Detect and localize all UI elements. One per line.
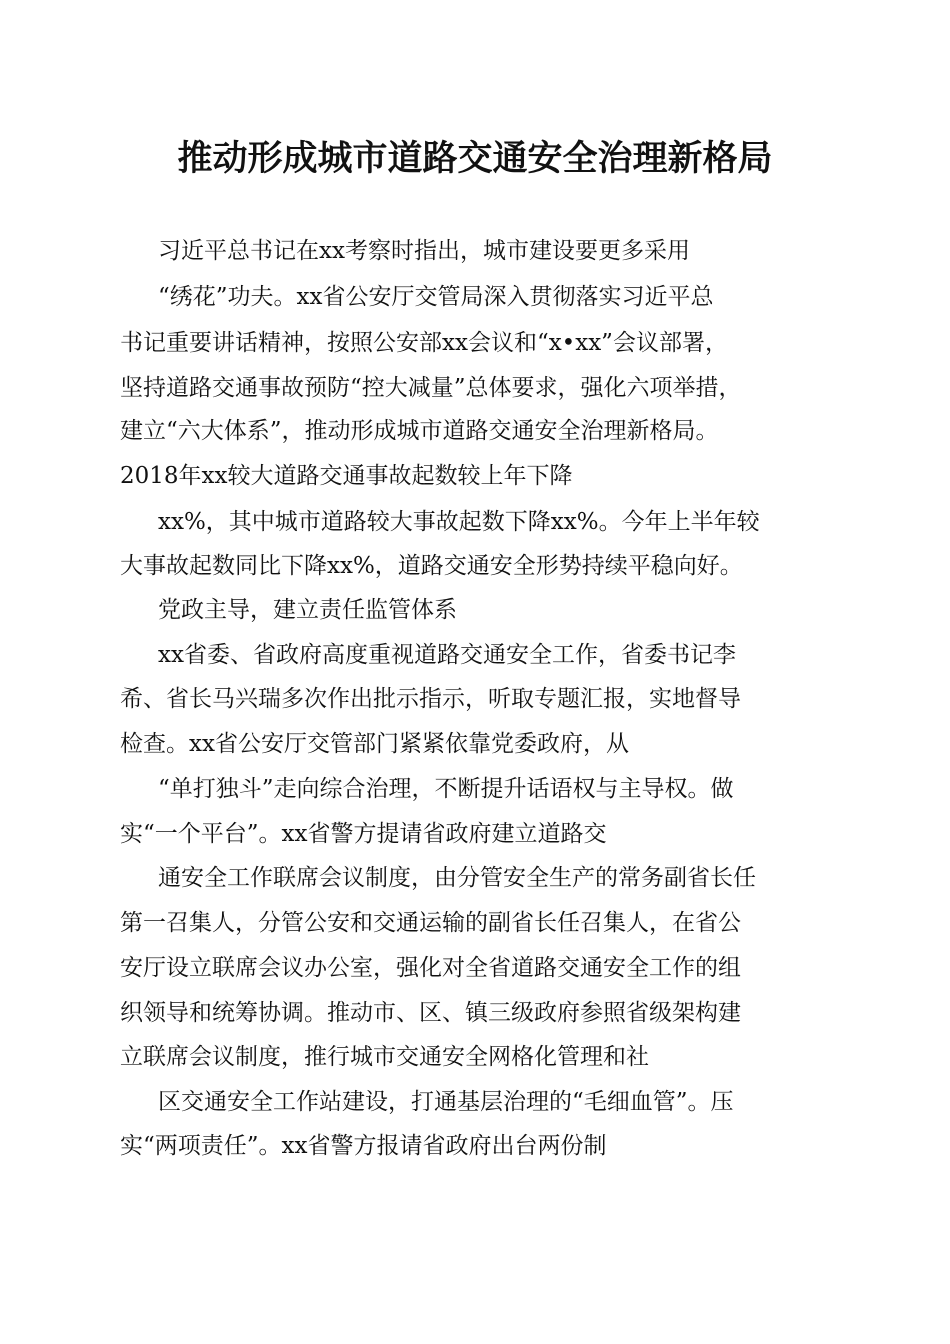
text-line: 建立“六大体系”，推动形成城市道路交通安全治理新格局。 xyxy=(120,418,719,444)
text-line: 检查。xx省公安厅交管部门紧紧依靠党委政府，从 xyxy=(120,731,629,757)
section-heading: 党政主导，建立责任监管体系 xyxy=(158,597,457,623)
text-line: 习近平总书记在xx考察时指出，城市建设要更多采用 xyxy=(158,238,690,264)
text-line: 织领导和统筹协调。推动市、区、镇三级政府参照省级架构建 xyxy=(120,1000,741,1026)
text-line: 区交通安全工作站建设，打通基层治理的“毛细血管”。压 xyxy=(158,1089,734,1115)
text-line: 大事故起数同比下降xx%，道路交通安全形势持续平稳向好。 xyxy=(120,553,743,579)
text-line: “绣花”功夫。xx省公安厅交管局深入贯彻落实习近平总 xyxy=(158,284,714,310)
text-line: xx省委、省政府高度重视道路交通安全工作，省委书记李 xyxy=(158,642,736,668)
text-line: xx%，其中城市道路较大事故起数下降xx%。今年上半年较 xyxy=(158,509,760,535)
document-title: 推动形成城市道路交通安全治理新格局 xyxy=(177,138,773,179)
text-line: 坚持道路交通事故预防“控大减量”总体要求，强化六项举措， xyxy=(120,375,742,401)
text-line: 安厅设立联席会议办公室，强化对全省道路交通安全工作的组 xyxy=(120,955,741,981)
text-line: 第一召集人，分管公安和交通运输的副省长任召集人，在省公 xyxy=(120,910,741,936)
text-line: 希、省长马兴瑞多次作出批示指示，听取专题汇报，实地督导 xyxy=(120,686,741,712)
text-line: 实“一个平台”。xx省警方提请省政府建立道路交 xyxy=(120,821,607,847)
text-line: 实“两项责任”。xx省警方报请省政府出台两份制 xyxy=(120,1133,607,1159)
text-line: 2018年xx较大道路交通事故起数较上年下降 xyxy=(120,463,573,489)
text-line: 书记重要讲话精神，按照公安部xx会议和“x•xx”会议部署， xyxy=(120,330,728,356)
text-line: “单打独斗”走向综合治理，不断提升话语权与主导权。做 xyxy=(158,776,734,802)
text-line: 通安全工作联席会议制度，由分管安全生产的常务副省长任 xyxy=(158,865,756,891)
text-line: 立联席会议制度，推行城市交通安全网格化管理和社 xyxy=(120,1044,649,1070)
